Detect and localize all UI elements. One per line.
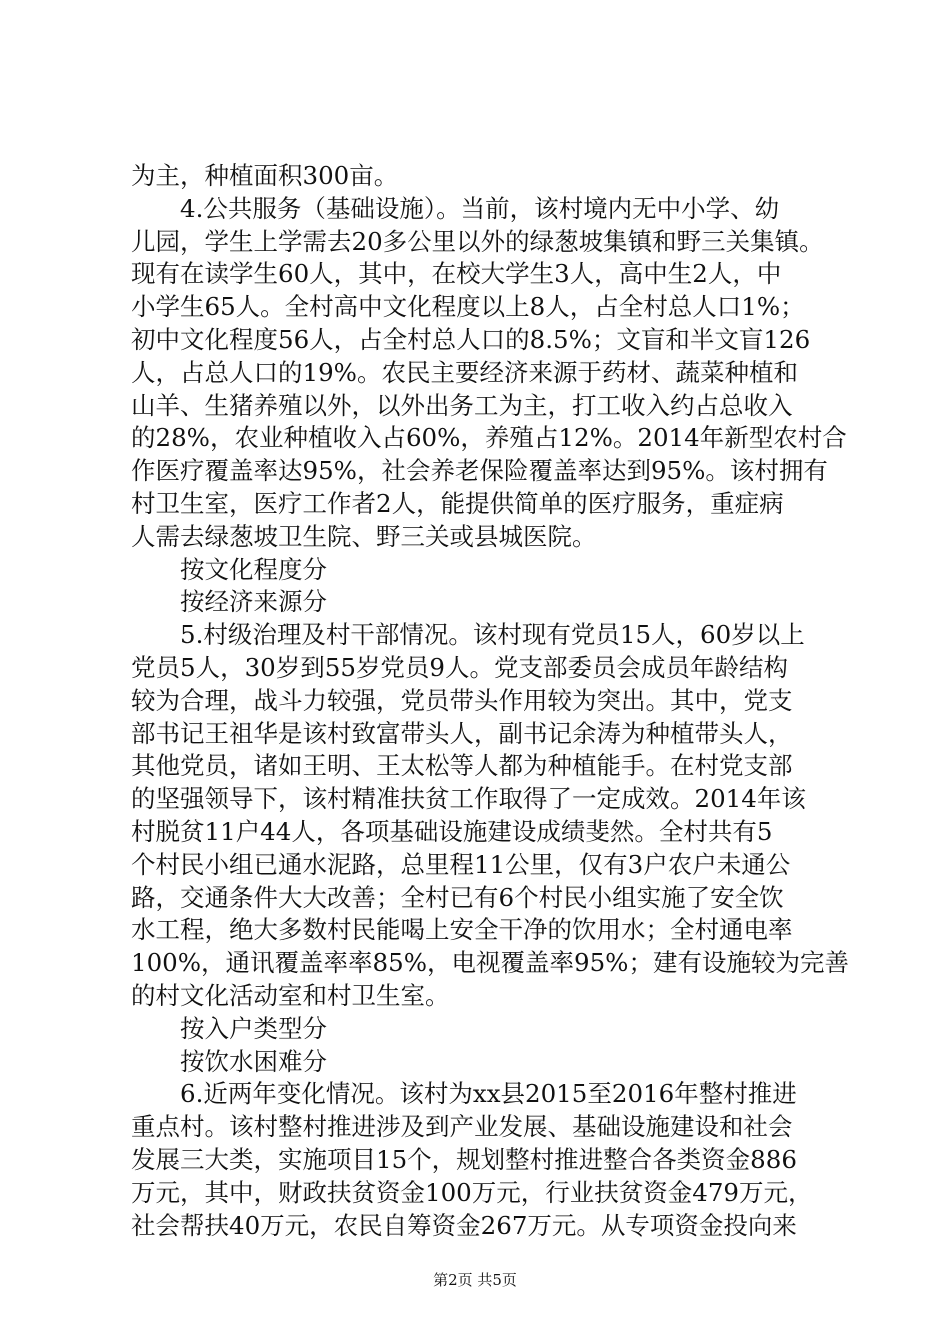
text-line: 水工程，绝大多数村民能喝上安全干净的饮用水；全村通电率	[131, 915, 793, 945]
text-line: 社会帮扶40万元，农民自筹资金267万元。从专项资金投向来	[131, 1210, 797, 1240]
text-line: 部书记王祖华是该村致富带头人，副书记余涛为种植带头人，	[131, 718, 793, 748]
text-line: 村脱贫11户44人，各项基础设施建设成绩斐然。全村共有5	[131, 816, 773, 846]
text-line: 重点村。该村整村推进涉及到产业发展、基础设施建设和社会	[131, 1112, 793, 1142]
text-line: 的28%，农业种植收入占60%，养殖占12%。2014年新型农村合	[131, 423, 847, 453]
text-line: 万元，其中，财政扶贫资金100万元，行业扶贫资金479万元，	[131, 1177, 813, 1207]
text-line: 初中文化程度56人，占全村总人口的8.5%；文盲和半文盲126	[131, 324, 811, 354]
text-line: 发展三大类，实施项目15个，规划整村推进整合各类资金886	[131, 1144, 797, 1174]
subheading-line: 按入户类型分	[180, 1013, 327, 1043]
text-line: 党员5人，30岁到55岁党员9人。党支部委员会成员年龄结构	[131, 652, 789, 682]
text-line: 儿园，学生上学需去20多公里以外的绿葱坡集镇和野三关集镇。	[131, 226, 824, 256]
text-line: 作医疗覆盖率达95%，社会养老保险覆盖率达到95%。该村拥有	[131, 456, 828, 486]
text-line: 4.公共服务（基础设施）。当前，该村境内无中小学、幼	[180, 193, 780, 223]
text-line: 6.近两年变化情况。该村为xx县2015至2016年整村推进	[180, 1079, 797, 1109]
text-line: 现有在读学生60人，其中，在校大学生3人，高中生2人，中	[131, 259, 782, 289]
subheading-line: 按经济来源分	[180, 587, 327, 617]
text-line: 小学生65人。全村高中文化程度以上8人，占全村总人口1%；	[131, 292, 805, 322]
subheading-line: 按饮水困难分	[180, 1046, 327, 1076]
text-line: 的村文化活动室和村卫生室。	[131, 980, 450, 1010]
text-line: 人需去绿葱坡卫生院、野三关或县城医院。	[131, 521, 597, 551]
text-line: 5.村级治理及村干部情况。该村现有党员15人，60岁以上	[180, 620, 805, 650]
text-line: 较为合理，战斗力较强，党员带头作用较为突出。其中，党支	[131, 685, 793, 715]
subheading-line: 按文化程度分	[180, 554, 327, 584]
text-line: 山羊、生猪养殖以外，以外出务工为主，打工收入约占总收入	[131, 390, 793, 420]
text-line: 为主，种植面积300亩。	[131, 161, 399, 190]
text-line: 村卫生室，医疗工作者2人，能提供简单的医疗服务，重症病	[131, 488, 784, 518]
text-line: 个村民小组已通水泥路，总里程11公里，仅有3户农户未通公	[131, 849, 791, 879]
text-line: 其他党员，诸如王明、王太松等人都为种植能手。在村党支部	[131, 751, 793, 781]
document-body	[131, 160, 849, 1242]
text-line: 100%，通讯覆盖率率85%，电视覆盖率95%；建有设施较为完善	[131, 948, 849, 978]
page-number: 第2页 共5页	[433, 1271, 517, 1289]
text-line: 人，占总人口的19%。农民主要经济来源于药材、蔬菜种植和	[131, 357, 798, 387]
text-line: 路，交通条件大大改善；全村已有6个村民小组实施了安全饮	[131, 882, 784, 912]
page-footer	[0, 1270, 950, 1290]
text-line: 的坚强领导下，该村精准扶贫工作取得了一定成效。2014年该	[131, 784, 806, 814]
